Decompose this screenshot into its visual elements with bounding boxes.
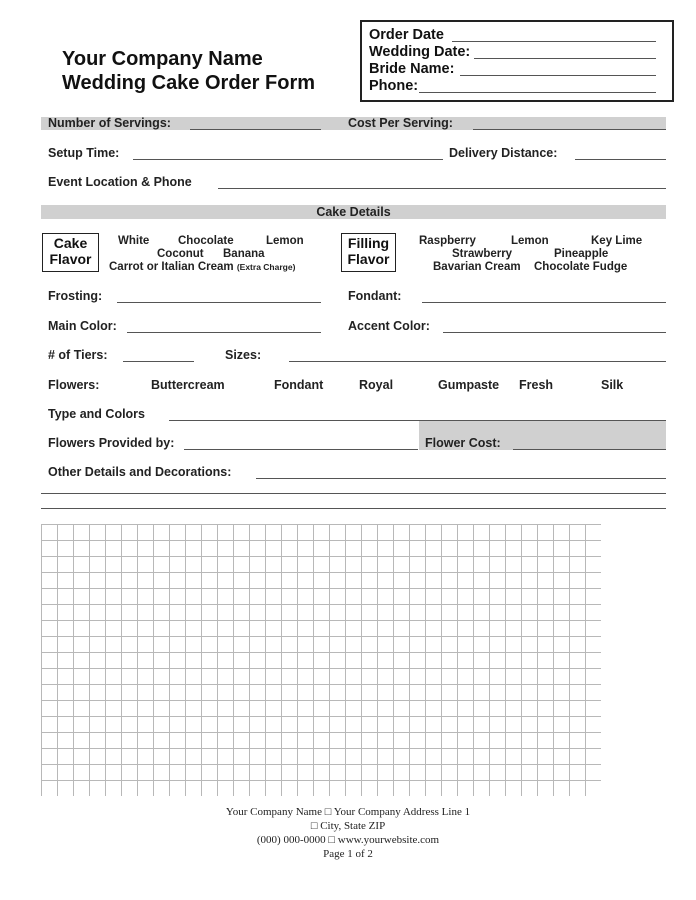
flower-fresh[interactable]: Fresh — [519, 378, 554, 392]
cake-flavor-label-2: Flavor — [49, 251, 92, 267]
delivery-distance-field[interactable] — [575, 159, 666, 160]
cake-flavor-coconut[interactable]: Coconut — [157, 248, 204, 260]
footer-line-2: □ City, State ZIP — [310, 820, 386, 832]
frosting-field[interactable] — [117, 302, 321, 303]
sizes-field[interactable] — [289, 361, 666, 362]
accent-color-label: Accent Color: — [348, 319, 430, 333]
carrot-or-italian-text: Carrot or Italian Cream — [109, 261, 234, 273]
filling-lemon[interactable]: Lemon — [511, 235, 549, 247]
event-location-field[interactable] — [218, 188, 666, 189]
cake-flavor-carrot-or-italian[interactable] — [109, 261, 295, 273]
flowers-label: Flowers: — [48, 378, 100, 392]
cost-per-serving-field[interactable] — [473, 129, 666, 130]
order-date-field[interactable] — [452, 41, 656, 42]
filling-key-lime[interactable]: Key Lime — [591, 235, 643, 247]
servings-label: Number of Servings: — [48, 116, 171, 130]
filling-bavarian-cream[interactable]: Bavarian Cream — [433, 261, 521, 273]
form-title: Wedding Cake Order Form — [62, 72, 316, 94]
accent-color-field[interactable] — [443, 332, 666, 333]
type-and-colors-label: Type and Colors — [48, 407, 146, 421]
phone-label: Phone: — [369, 78, 419, 94]
filling-strawberry[interactable]: Strawberry — [452, 248, 513, 260]
main-color-field[interactable] — [127, 332, 321, 333]
extra-charge-note: (Extra Charge) — [236, 262, 296, 272]
wedding-date-label: Wedding Date: — [369, 44, 471, 60]
flower-gumpaste[interactable]: Gumpaste — [438, 378, 500, 392]
phone-field[interactable] — [419, 92, 656, 93]
sketch-grid[interactable] — [41, 524, 601, 796]
bride-name-field[interactable] — [460, 75, 656, 76]
cake-flavor-label-1: Cake — [53, 235, 88, 251]
frosting-label: Frosting: — [48, 289, 103, 303]
footer-line-1: Your Company Name □ Your Company Address Line 1 — [225, 806, 471, 818]
main-color-label: Main Color: — [48, 319, 117, 333]
bride-name-label: Bride Name: — [369, 61, 455, 77]
cake-flavor-white[interactable]: White — [118, 235, 150, 247]
other-details-label: Other Details and Decorations: — [48, 465, 232, 479]
tiers-field[interactable] — [123, 361, 194, 362]
cost-per-serving-label: Cost Per Serving: — [348, 116, 453, 130]
event-location-label: Event Location & Phone — [48, 175, 192, 189]
fondant-field[interactable] — [422, 302, 666, 303]
flower-fondant[interactable]: Fondant — [274, 378, 324, 392]
cake-flavor-box — [42, 233, 99, 272]
flower-silk[interactable]: Silk — [601, 378, 624, 392]
wedding-date-field[interactable] — [474, 58, 656, 59]
servings-field[interactable] — [190, 129, 321, 130]
setup-time-label: Setup Time: — [48, 146, 120, 160]
footer-line-3: (000) 000-0000 □ www.yourwebsite.com — [256, 834, 440, 846]
cake-flavor-chocolate[interactable]: Chocolate — [178, 235, 234, 247]
other-details-line-3[interactable] — [41, 508, 666, 509]
flower-buttercream[interactable]: Buttercream — [151, 378, 225, 392]
delivery-distance-label: Delivery Distance: — [449, 146, 558, 160]
flower-cost-label: Flower Cost: — [425, 436, 501, 450]
cake-flavor-banana[interactable]: Banana — [223, 248, 265, 260]
other-details-field[interactable] — [256, 478, 666, 479]
filling-pineapple[interactable]: Pineapple — [554, 248, 609, 260]
filling-raspberry[interactable]: Raspberry — [419, 235, 476, 247]
filling-flavor-label-1: Filling — [347, 235, 390, 251]
other-details-line-2[interactable] — [41, 493, 666, 494]
cake-flavor-lemon[interactable]: Lemon — [266, 235, 304, 247]
flower-royal[interactable]: Royal — [359, 378, 394, 392]
filling-flavor-label-2: Flavor — [347, 251, 390, 267]
filling-flavor-box — [341, 233, 396, 272]
filling-chocolate-fudge[interactable]: Chocolate Fudge — [534, 261, 628, 273]
cake-details-title: Cake Details — [316, 205, 391, 219]
flowers-provided-by-label: Flowers Provided by: — [48, 436, 175, 450]
page-number: Page 1 of 2 — [323, 848, 373, 860]
tiers-label: # of Tiers: — [48, 348, 108, 362]
fondant-label: Fondant: — [348, 289, 402, 303]
company-name: Your Company Name — [62, 48, 263, 70]
order-date-label: Order Date — [369, 27, 444, 43]
flowers-provided-by-field[interactable] — [184, 449, 418, 450]
setup-time-field[interactable] — [133, 159, 443, 160]
sizes-label: Sizes: — [225, 348, 262, 362]
order-info-box — [360, 20, 674, 102]
flower-cost-field[interactable] — [513, 449, 666, 450]
